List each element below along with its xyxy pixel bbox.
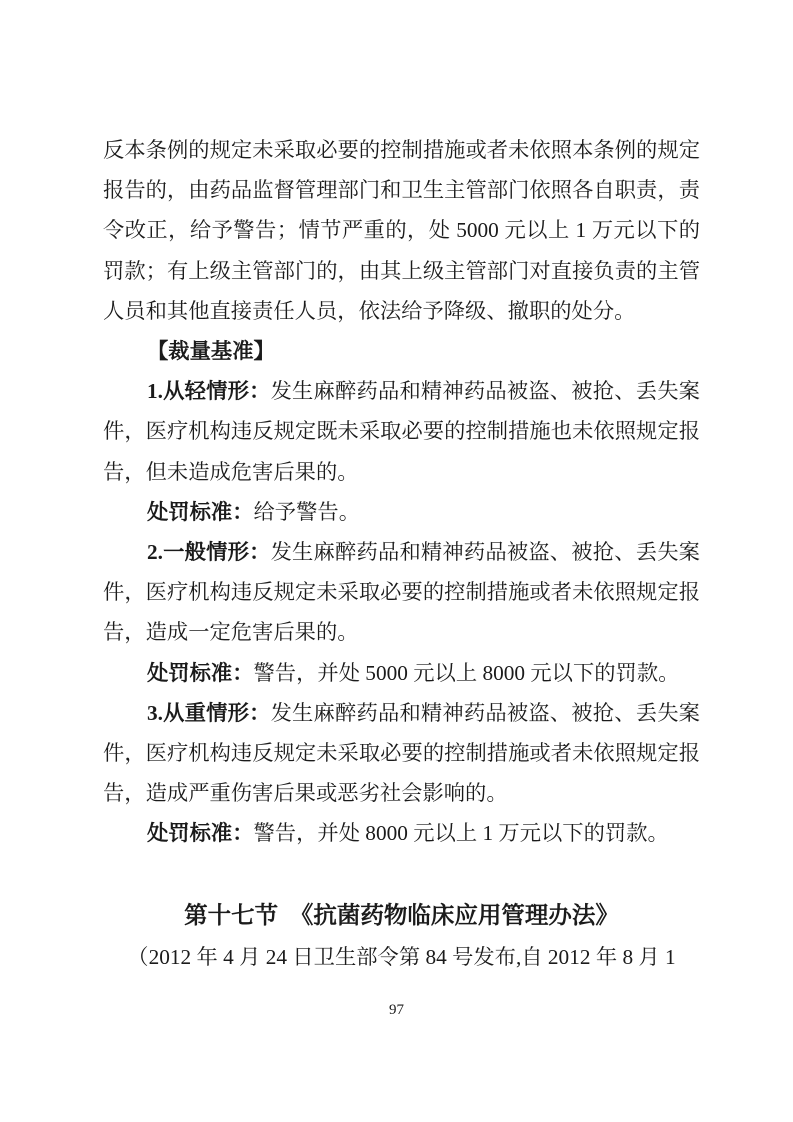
- section-header-discretion-criteria: 【裁量基准】: [147, 339, 275, 364]
- page-number: 97: [389, 1002, 404, 1018]
- item-2-label: 2.一般情形：: [147, 540, 271, 565]
- item-2-text: 发生麻醉药品和精神药品被盗、被抢、丢失案件，医疗机构违反规定未采取必要的控制措施或者未依照规定报告，造成一定危害后果的。: [103, 540, 700, 645]
- item-1-text: 发生麻醉药品和精神药品被盗、被抢、丢失案件，医疗机构违反规定既未采取必要的控制措施也未依照规定报告，但未造成危害后果的。: [103, 379, 700, 484]
- item-1-label: 1.从轻情形：: [147, 379, 271, 404]
- item-1-circumstance-paragraph: [103, 371, 700, 492]
- next-section-title: 第十七节 《抗菌药物临床应用管理办法》: [184, 901, 619, 928]
- item-3-text: 发生麻醉药品和精神药品被盗、被抢、丢失案件，医疗机构违反规定未采取必要的控制措施或者未依照规定报告，造成严重伤害后果或恶劣社会影响的。: [103, 700, 700, 806]
- item-1-penalty-label: 处罚标准：: [147, 499, 254, 524]
- item-3-circumstance-paragraph: [103, 693, 700, 814]
- item-2-penalty-text: 警告，并处 5000 元以上 8000 元以下的罚款。: [253, 660, 680, 685]
- item-3-penalty-paragraph: [103, 813, 700, 853]
- item-3-penalty-label: 处罚标准：: [147, 821, 254, 846]
- item-2-penalty-label: 处罚标准：: [147, 660, 254, 685]
- page-content: [103, 130, 700, 974]
- item-2-circumstance-paragraph: [103, 532, 700, 653]
- item-2-penalty-paragraph: [103, 653, 700, 693]
- item-1-penalty-paragraph: [103, 492, 700, 532]
- item-1-penalty-text: 给予警告。: [253, 499, 360, 524]
- item-3-label: 3.从重情形：: [147, 700, 271, 725]
- item-3-penalty-text: 警告，并处 8000 元以上 1 万元以下的罚款。: [253, 821, 669, 846]
- next-section-subtitle: （2012 年 4 月 24 日卫生部令第 84 号发布,自 2012 年 8 月 1: [127, 944, 676, 969]
- continuation-paragraph: 反本条例的规定未采取必要的控制措施或者未依照本条例的规定报告的，由药品监督管理部门和卫生主管部门依照各自职责，责令改正，给予警告；情节严重的，处 5000 元以上 1 万元以下的罚款；有上级主管部门的，由其上级主管部门对直接负责的主管人员和其他直接责任人员，依法给予降级、撤职的处分。: [103, 138, 700, 323]
